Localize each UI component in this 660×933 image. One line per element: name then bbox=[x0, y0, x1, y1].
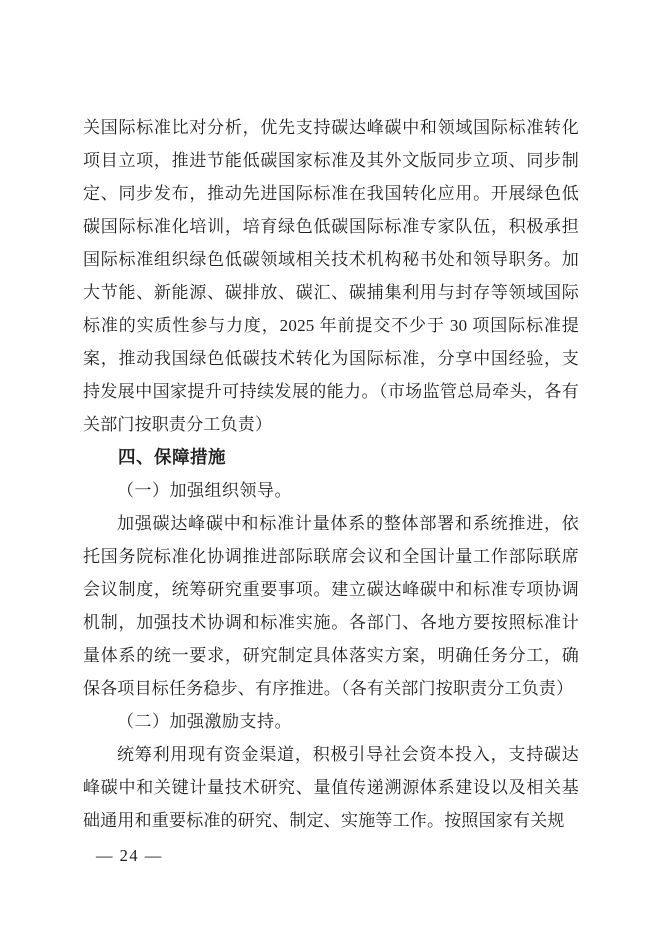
page-text-block bbox=[83, 111, 579, 837]
page-number: — 24 — bbox=[96, 846, 163, 865]
paragraph-organizational-leadership: 加强碳达峰碳中和标准计量体系的整体部署和系统推进，依托国务院标准化协调推进部际联席会议和全国计量工作部际联席会议制度，统筹研究重要事项。建立碳达峰碳中和标准专项协调机制，加强技术协调和标准实施。各部门、各地方要按照标准计量体系的统一要求，研究制定具体落实方案，明确任务分工，确保各项目标任务稳步、有序推进。（各有关部门按职责分工负责） bbox=[83, 514, 579, 698]
page-footer bbox=[96, 845, 163, 867]
paragraph-international-standards-continuation: 关国际标准比对分析，优先支持碳达峰碳中和领域国际标准转化项目立项，推进节能低碳国家标准及其外文版同步立项、同步制定、同步发布，推动先进国际标准在我国转化应用。开展绿色低碳国际标准化培训，培育绿色低碳国际标准专家队伍，积极承担国际标准组织绿色低碳领域相关技术机构秘书处和领导职务。加大节能、新能源、碳排放、碳汇、碳捕集利用与封存等领域国际标准的实质性参与力度，2025 年前提交不少于 30 项国际标准提案，推动我国绿色低碳技术转化为国际标准，分享中国经验，支持发展中国家提升可持续发展的能力。（市场监管总局牵头，各有关部门按职责分工负责） bbox=[83, 118, 579, 434]
section-heading-safeguard-measures: 四、保障措施 bbox=[118, 447, 226, 467]
subsection-heading-organizational-leadership: （一）加强组织领导。 bbox=[117, 481, 292, 500]
paragraph-incentive-support: 统筹利用现有资金渠道，积极引导社会资本投入，支持碳达峰碳中和关键计量技术研究、量值传递溯源体系建设以及相关基础通用和重要标准的研究、制定、实施等工作。按照国家有关规 bbox=[83, 745, 579, 830]
subsection-heading-incentive-support: （二）加强激励支持。 bbox=[117, 712, 292, 731]
